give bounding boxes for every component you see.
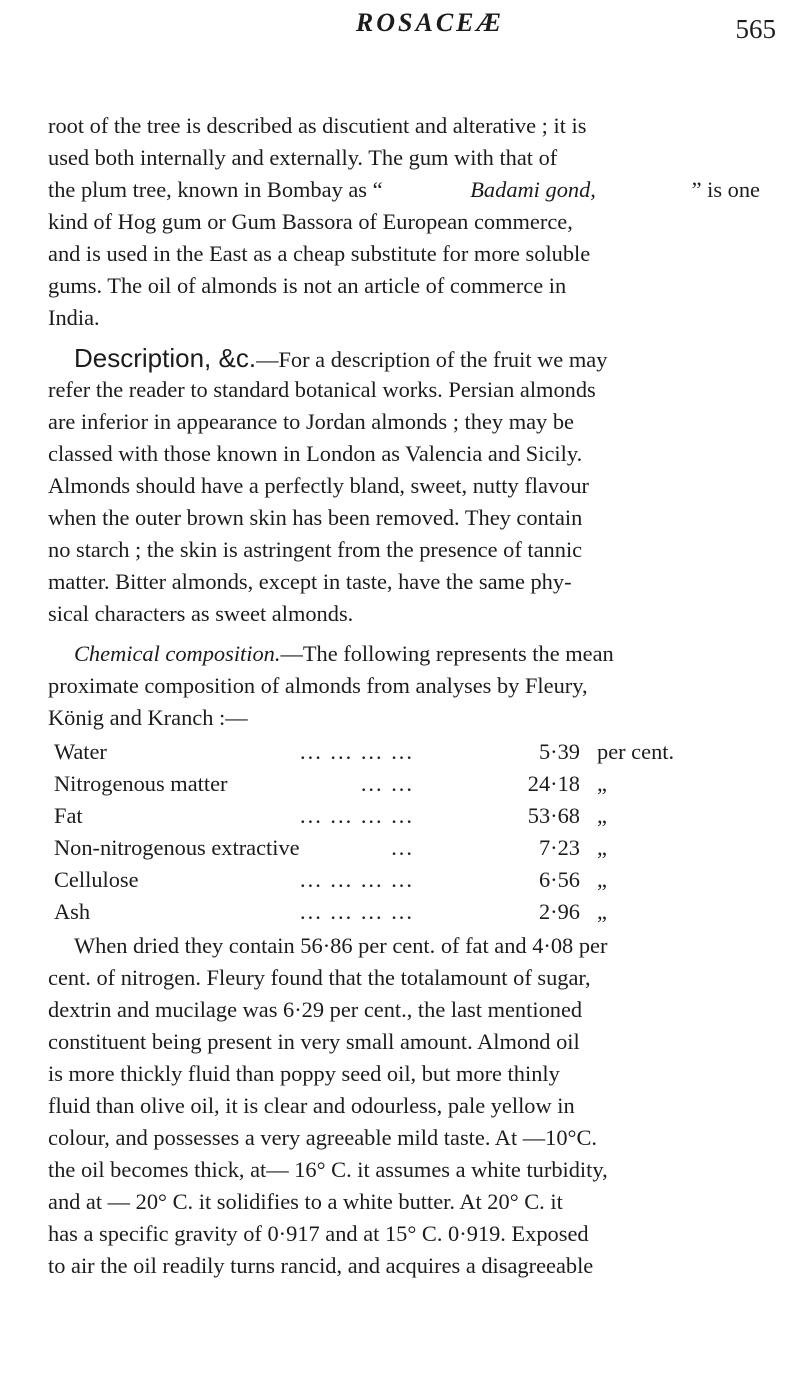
value-unit: „ <box>597 803 607 828</box>
table-row <box>54 896 760 928</box>
line-text: to air the oil readily turns rancid, and acquires a disagreeable <box>48 1253 594 1278</box>
line-text: cent. of nitrogen. Fleury found that the totalamount of sugar, <box>48 965 591 990</box>
constituent-value: 24·18 <box>527 771 580 796</box>
text-line <box>48 270 760 302</box>
line-text: is more thickly fluid than poppy seed oil, but more thinly <box>48 1061 560 1086</box>
line-text: India. <box>48 305 100 330</box>
constituent-value: 7·23 <box>538 835 580 860</box>
line-text: gums. The oil of almonds is not an article of commerce in <box>48 273 567 298</box>
page-number: 565 <box>735 14 776 44</box>
value-unit: „ <box>597 899 607 924</box>
line-text: dextrin and mucilage was 6·29 per cent., the last mentioned <box>48 997 583 1022</box>
line-text: are inferior in appearance to Jordan almonds ; they may be <box>48 409 574 434</box>
constituent-value: 5·39 <box>538 739 580 764</box>
text-line <box>48 110 760 142</box>
text-line <box>48 598 760 630</box>
leader-dots: ... ... ... ... <box>300 867 414 892</box>
page-header <box>0 8 800 52</box>
value-unit: „ <box>597 771 607 796</box>
text-line <box>48 962 760 994</box>
line-text: Almonds should have a perfectly bland, sweet, nutty flavour <box>48 473 589 498</box>
line-text-group <box>74 342 607 376</box>
constituent-label: Fat <box>54 803 83 828</box>
table-row <box>54 864 760 896</box>
text-line <box>48 174 760 206</box>
line-text: kind of Hog gum or Gum Bassora of European commerce, <box>48 209 573 234</box>
text-line <box>48 1026 760 1058</box>
table-row <box>54 736 760 768</box>
leader-dots: ... ... <box>360 771 414 796</box>
text-line <box>48 406 760 438</box>
leader-dots: ... ... ... ... <box>300 739 414 764</box>
text-line <box>48 1218 760 1250</box>
text-line <box>48 206 760 238</box>
text-line <box>48 1250 760 1282</box>
line-text: no starch ; the skin is astringent from the presence of tannic <box>48 537 583 562</box>
composition-table <box>54 736 760 928</box>
line-text: constituent being present in very small amount. Almond oil <box>48 1029 580 1054</box>
text-line <box>48 1058 760 1090</box>
section-heading-chemical-composition: Chemical composition. <box>74 641 281 666</box>
text-line <box>48 1154 760 1186</box>
text-line <box>48 302 760 334</box>
line-text: and is used in the East as a cheap substitute for more soluble <box>48 241 591 266</box>
running-head: ROSACEÆ <box>355 8 505 37</box>
constituent-label: Ash <box>54 899 91 924</box>
line-text: proximate composition of almonds from analyses by Fleury, <box>48 673 588 698</box>
text-line <box>48 702 760 734</box>
constituent-label: Non-nitrogenous extractive <box>54 835 300 860</box>
line-text-group <box>74 638 614 670</box>
paragraph-oil-properties <box>48 930 760 1282</box>
leader-dots: ... ... ... ... <box>300 899 414 924</box>
text-line <box>48 374 760 406</box>
constituent-label: Water <box>54 739 107 764</box>
value-unit: „ <box>597 867 607 892</box>
text-line <box>48 1122 760 1154</box>
leader-dots: ... <box>391 835 414 860</box>
italic-term: Badami gond, <box>470 177 596 202</box>
constituent-label: Nitrogenous matter <box>54 771 228 796</box>
line-text: refer the reader to standard botanical works. Persian almonds <box>48 377 596 402</box>
text-line <box>48 1090 760 1122</box>
text-line <box>48 238 760 270</box>
line-text: —The following represents the mean <box>280 641 614 666</box>
value-unit: per cent. <box>597 739 675 764</box>
line-text: fluid than olive oil, it is clear and odourless, pale yellow in <box>48 1093 575 1118</box>
line-text: the plum tree, known in Bombay as “ <box>48 177 383 202</box>
text-line <box>48 930 760 962</box>
line-text-group <box>48 174 760 206</box>
text-line <box>48 342 760 374</box>
text-line <box>48 502 760 534</box>
line-text: classed with those known in London as Valencia and Sicily. <box>48 441 583 466</box>
text-line <box>48 142 760 174</box>
line-text: and at — 20° C. it solidifies to a white butter. At 20° C. it <box>48 1189 563 1214</box>
text-line <box>48 994 760 1026</box>
line-text: has a specific gravity of 0·917 and at 15° C. 0·919. Exposed <box>48 1221 589 1246</box>
paragraph-discutient <box>48 110 760 334</box>
text-line <box>48 638 760 670</box>
value-unit: „ <box>597 835 607 860</box>
constituent-value: 53·68 <box>527 803 580 828</box>
table-row <box>54 832 760 864</box>
line-text: —For a description of the fruit we may <box>256 347 608 372</box>
line-text: the oil becomes thick, at— 16° C. it assumes a white turbidity, <box>48 1157 608 1182</box>
line-text: when the outer brown skin has been removed. They contain <box>48 505 583 530</box>
line-text: matter. Bitter almonds, except in taste, have the same phy- <box>48 569 572 594</box>
paragraph-chemical-composition <box>48 638 760 734</box>
line-text: When dried they contain 56·86 per cent. of fat and 4·08 per <box>74 933 608 958</box>
constituent-value: 6·56 <box>538 867 580 892</box>
body-text <box>48 110 760 1282</box>
text-line <box>48 438 760 470</box>
table-row <box>54 768 760 800</box>
text-line <box>48 670 760 702</box>
line-text: ” is one <box>691 177 760 202</box>
line-text: root of the tree is described as discutient and alterative ; it is <box>48 113 587 138</box>
text-line <box>48 534 760 566</box>
leader-dots: ... ... ... ... <box>300 803 414 828</box>
text-line <box>48 470 760 502</box>
text-line <box>48 1186 760 1218</box>
line-text: König and Kranch :— <box>48 705 248 730</box>
paragraph-description <box>48 342 760 630</box>
constituent-label: Cellulose <box>54 867 139 892</box>
line-text: used both internally and externally. The gum with that of <box>48 145 558 170</box>
line-text: colour, and possesses a very agreeable mild taste. At —10°C. <box>48 1125 598 1150</box>
table-row <box>54 800 760 832</box>
line-text: sical characters as sweet almonds. <box>48 601 354 626</box>
text-line <box>48 566 760 598</box>
constituent-value: 2·96 <box>538 899 580 924</box>
section-heading-description: Description, &c. <box>74 343 257 373</box>
